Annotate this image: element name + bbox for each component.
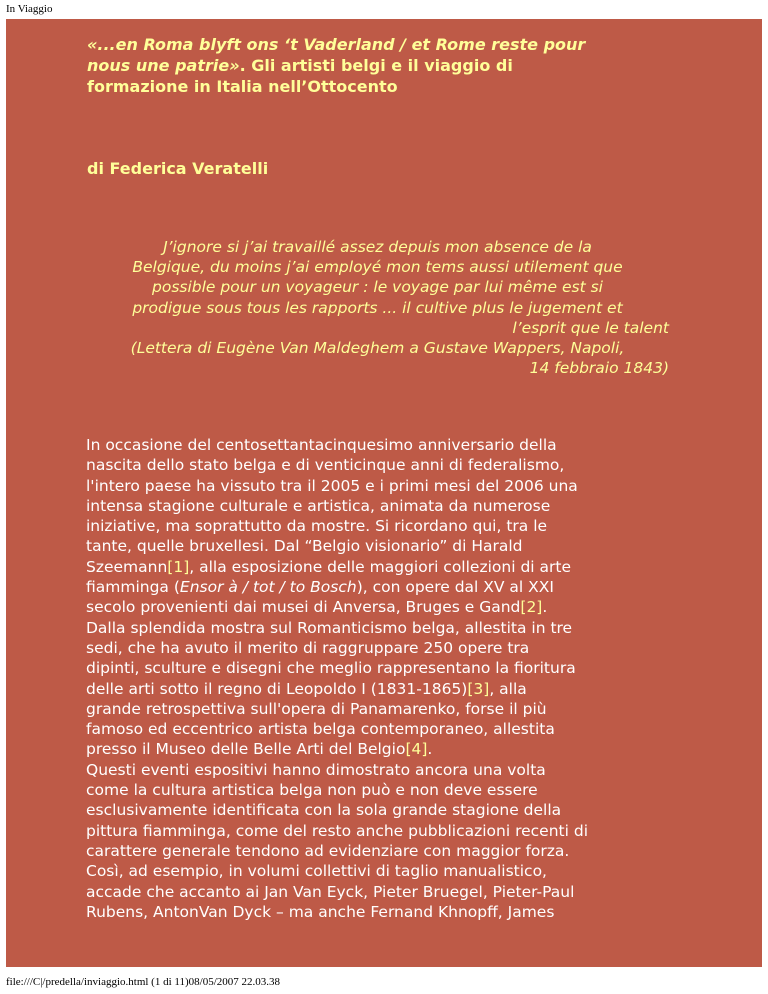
- body-line: Questi eventi espositivi hanno dimostrato ancora una volta: [86, 760, 546, 779]
- epigraph-line: J’ignore si j’ai travaillé assez depuis mon absence de la: [163, 238, 592, 256]
- body-line: carattere generale tendono ad evidenziare con maggior forza.: [86, 841, 570, 860]
- print-footer: file:///C|/predella/inviaggio.html (1 di 11)08/05/2007 22.03.38: [6, 976, 281, 988]
- print-header: In Viaggio: [6, 3, 53, 15]
- body-text-run: .: [542, 598, 548, 617]
- footnote-link-4[interactable]: [4]: [405, 740, 428, 759]
- body-text-run: Szeemann: [86, 557, 168, 576]
- body-line: pittura fiamminga, come del resto anche pubblicazioni recenti di: [86, 821, 589, 840]
- body-line: [86, 597, 691, 617]
- body-line: Dalla splendida mostra sul Romanticismo belga, allestita in tre: [86, 618, 573, 637]
- footnote-link-3[interactable]: [3]: [467, 679, 490, 698]
- epigraph-line: prodigue sous tous les rapports ... il cultive plus le jugement et: [132, 298, 623, 317]
- title-line3: formazione in Italia nell’Ottocento: [87, 77, 398, 96]
- title-quote-line2: nous une patrie»: [87, 56, 240, 75]
- body-line: intensa stagione culturale e artistica, animata da numerose: [86, 496, 551, 515]
- body-text-run: ), con opere dal XV al XXI: [356, 578, 554, 597]
- body-line: esclusivamente identificata con la sola grande stagione della: [86, 801, 562, 820]
- body-text-run: presso il Museo delle Belle Arti del Belgio: [86, 740, 406, 759]
- title-quote-line1: «...en Roma blyft ons ‘t Vaderland / et Rome reste pour: [87, 35, 586, 54]
- body-line: l'intero paese ha vissuto tra il 2005 e i primi mesi del 2006 una: [86, 476, 578, 495]
- article-body: [86, 435, 691, 922]
- body-line: [86, 679, 691, 699]
- body-line: tante, quelle bruxellesi. Dal “Belgio visionario” di Harald: [86, 537, 523, 556]
- body-line: [86, 577, 691, 597]
- body-line: nascita dello stato belga e di venticinque anni di federalismo,: [86, 456, 565, 475]
- epigraph: [86, 237, 669, 378]
- epigraph-line: possible pour un voyageur : le voyage par lui même est si: [152, 278, 603, 297]
- body-line: In occasione del centosettantacinquesimo anniversario della: [86, 436, 557, 454]
- epigraph-line: l’esprit que le talent: [512, 318, 669, 337]
- article-page: [6, 19, 762, 967]
- article-title: [87, 34, 687, 97]
- title-line2-rest: . Gli artisti belgi e il viaggio di: [239, 56, 513, 75]
- footnote-link-1[interactable]: [1]: [167, 557, 190, 576]
- body-line: iniziative, ma soprattutto da mostre. Si ricordano qui, tra le: [86, 517, 548, 536]
- body-line: come la cultura artistica belga non può e non deve essere: [86, 781, 538, 800]
- body-line: famoso ed eccentrico artista belga contemporaneo, allestita: [86, 720, 555, 739]
- body-text-run: secolo provenienti dai musei di Anversa, Bruges e Gand: [86, 598, 521, 617]
- footnote-link-2[interactable]: [2]: [520, 598, 543, 617]
- epigraph-line: Belgique, du moins j’ai employé mon tems aussi utilement que: [132, 258, 623, 277]
- epigraph-citation-date: 14 febbraio 1843): [529, 359, 669, 378]
- body-line: sedi, che ha avuto il merito di raggruppare 250 opere tra: [86, 638, 530, 657]
- body-text-run: fiamminga (: [86, 578, 180, 597]
- body-line: Rubens, AntonVan Dyck – ma anche Fernand Khnopff, James: [86, 902, 555, 921]
- body-line: [86, 557, 691, 577]
- article-author: di Federica Veratelli: [87, 159, 269, 178]
- body-line: [86, 739, 691, 759]
- body-line: accade che accanto ai Jan Van Eyck, Pieter Bruegel, Pieter-Paul: [86, 882, 575, 901]
- body-text-run: delle arti sotto il regno di Leopoldo I (1831-1865): [86, 679, 468, 698]
- epigraph-citation: (Lettera di Eugène Van Maldeghem a Gustave Wappers, Napoli,: [130, 339, 625, 358]
- body-text-run: , alla: [489, 679, 527, 698]
- body-line: grande retrospettiva sull'opera di Panamarenko, forse il più: [86, 699, 547, 718]
- body-text-run: .: [427, 740, 433, 759]
- exhibition-title: Ensor à / tot / to Bosch: [179, 578, 357, 597]
- body-line: Così, ad esempio, in volumi collettivi di taglio manualistico,: [86, 862, 547, 881]
- body-text-run: , alla esposizione delle maggiori collezioni di arte: [189, 557, 571, 576]
- body-line: dipinti, sculture e disegni che meglio rappresentano la fioritura: [86, 659, 576, 678]
